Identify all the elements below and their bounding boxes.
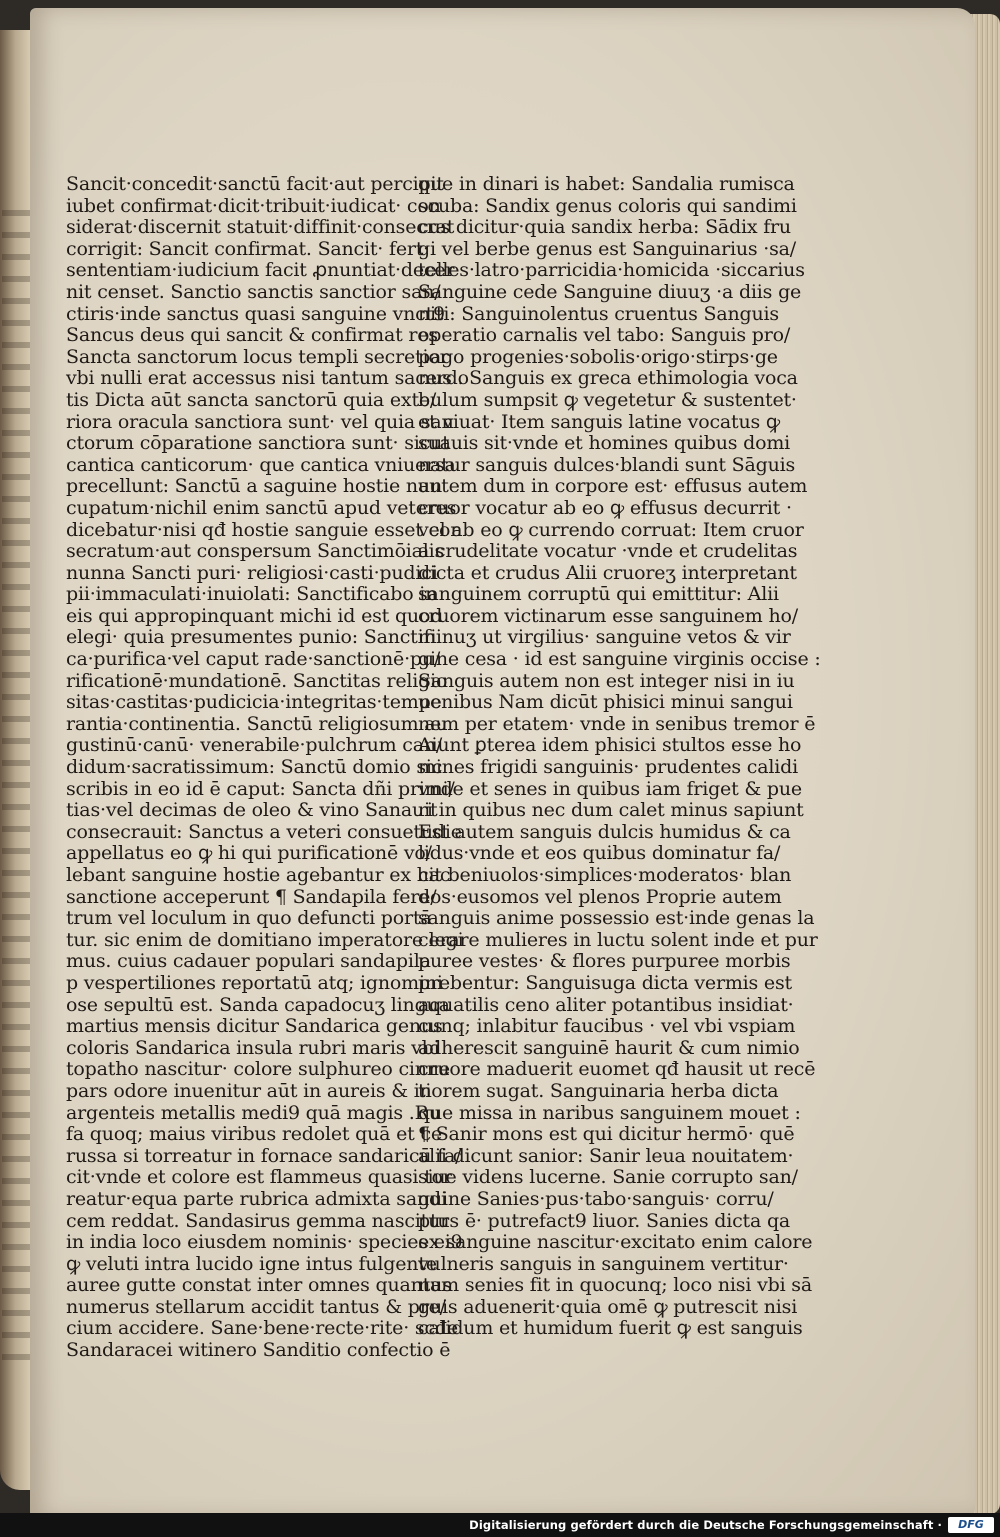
text-line: nunna Sancti puri· religiosi·casti·pudici [66, 561, 438, 584]
text-line: scuba: Sandix genus coloris qui sandimi [418, 194, 797, 217]
text-line: natur sanguis dulces·blandi sunt Sāguis [418, 453, 796, 476]
text-line: precellunt: Sanctū a saguine hostie nun [66, 475, 442, 498]
text-line: cerare mulieres in luctu solent inde et pur [418, 928, 818, 951]
text-line: cantica canticorum· que cantica vniuersa [66, 453, 456, 476]
text-line: vnde et senes in quibus iam friget & pue [418, 777, 802, 800]
text-line: autem dum in corpore est· effusus autem [418, 475, 808, 498]
text-line: lebant sanguine hostie agebantur ex hac [66, 864, 451, 886]
text-line: tis Dicta aūt sancta sanctorū quia exte/ [66, 388, 437, 411]
text-line: corrigit: Sancit confirmat. Sancit· fert· [66, 237, 430, 260]
text-line: bulum sumpsit ꝙ vegetetur & sustentet· [418, 388, 797, 411]
text-line: ctiris·inde sanctus quasi sanguine vnct9 [66, 302, 445, 325]
text-line: que missa in naribus sanguinem mouet : [418, 1101, 801, 1124]
text-line: coloris Sandarica insula rubri maris vbi [66, 1036, 440, 1059]
text-line: nus . Sanguis ex greca ethimologia voca [418, 367, 798, 390]
text-line: que in dinari is habet: Sandalia rumisca [418, 173, 795, 195]
text-line: ca·purifica·vel caput rade·sanctionē·pu/ [66, 648, 441, 671]
text-line: p vespertiliones reportatū atq; ignomini [66, 971, 443, 994]
footer-bar [0, 1513, 1000, 1537]
right-text-column [418, 173, 821, 1340]
text-line: alii dicunt sanior: Sanir leua nouitatem· [418, 1144, 794, 1167]
text-line: sanguinem corruptū qui emittitur: Alii [418, 583, 779, 606]
text-line: scribis in eo id ē caput: Sancta dñi primi/ [66, 777, 455, 800]
text-line: operatio carnalis vel tabo: Sanguis pro/ [418, 324, 791, 347]
text-line: topatho nascitur· colore sulphureo cinne [66, 1058, 450, 1081]
text-line: vel ab eo ꝙ currendo corruat: Item cruor [418, 518, 804, 541]
text-line: calidum et humidum fuerit ꝙ est sanguis [418, 1317, 803, 1340]
funding-credit: Digitalisierung gefördert durch die Deutsche Forschungsgemeinschaft · [469, 1518, 942, 1532]
text-line: pars odore inuenitur aūt in aureis & in [66, 1079, 432, 1102]
text-line: nem per etatem· vnde in senibus tremor ē [418, 712, 816, 735]
text-line: iubet confirmat·dicit·tribuit·iudicat· con [66, 194, 441, 217]
text-line: Sandaracei witinero Sanditio confectio ē [66, 1339, 451, 1362]
text-line: martius mensis dicitur Sandarica genus [66, 1015, 443, 1038]
text-line: consecrauit: Sanctus a veteri consuetudie [66, 820, 462, 843]
text-line: suauis sit·vnde et homines quibus domi [418, 432, 791, 455]
text-line: dos·eusomos vel plenos Proprie autem [418, 885, 782, 908]
text-line: tur. sic enim de domitiano imperatore legi [66, 928, 464, 951]
text-line: uenibus Nam dicūt phisici minui sangui [418, 691, 793, 714]
text-line: cem reddat. Sandasirus gemma nascitur [66, 1209, 450, 1232]
text-line: rificationē·mundationē. Sanctitas religio [66, 669, 448, 692]
text-line: siderat·discernit statuit·diffinit·consecrat [66, 216, 455, 239]
text-line: guine Sanies·pus·tabo·sanguis· corru/ [418, 1187, 774, 1210]
text-line: ex sanguine nascitur·excitato enim calore [418, 1231, 813, 1254]
text-line: cunq; inlabitur faucibus · vel vbi vspiam [418, 1015, 796, 1038]
text-line: niti: Sanguinolentus cruentus Sanguis [418, 302, 779, 325]
left-text-column [66, 173, 469, 1362]
text-line: cus dicitur·quia sandix herba: Sādix fru [418, 216, 791, 239]
text-line: Sanguis autem non est integer nisi in iu [418, 669, 795, 692]
text-line: lidus·vnde et eos quibus dominatur fa/ [418, 842, 781, 865]
text-line: dicebatur·nisi qđ hostie sanguie esset con [66, 518, 463, 541]
text-line: tias·vel decimas de oleo & vino Sanauit [66, 799, 438, 822]
text-line: ptus ē· putrefact9 liuor. Sanies dicta qa [418, 1209, 791, 1232]
text-line: sanguis anime possessio est·inde genas la [418, 907, 815, 930]
text-line: mus. cuius cadauer populari sandapila [66, 950, 431, 973]
text-line: et viuat· Item sanguis latine vocatus ꝙ [418, 410, 780, 433]
text-line: Est autem sanguis dulcis humidus & ca [418, 820, 791, 843]
text-line: ri in quibus nec dum calet minus sapiunt [418, 799, 804, 822]
text-line: eis qui appropinquant michi id est quod [66, 604, 443, 627]
text-line: russa si torreatur in fornace sandaricū fa/ [66, 1144, 462, 1167]
text-line: puree vestes· & flores purpuree morbis [418, 950, 791, 973]
text-line: gustinū·canū· venerabile·pulchrum can/ [66, 734, 443, 757]
text-line: argenteis metallis medi9 quā magis .Ru [66, 1101, 441, 1124]
text-line: nit censet. Sanctio sanctis sanctior san/ [66, 280, 441, 303]
text-line: ose sepultū est. Sanda capadocuʒ lingua [66, 993, 450, 1016]
text-line: elegi· quia presumentes punio: Sanctifi [66, 626, 437, 649]
text-line: minuʒ ut virgilius· sanguine vetos & vir [418, 626, 791, 649]
text-line: Sanguine cede Sanguine diuuʒ ·a diis ge [418, 280, 802, 303]
text-line: sententiam·iudicium facit ꝓnuntiat·decer [66, 259, 455, 282]
text-line: Aiunt ꝑterea idem phisici stultos esse ho [418, 734, 802, 757]
text-line: prebentur: Sanguisuga dicta vermis est [418, 971, 792, 994]
text-line: aquatilis ceno aliter potantibus insidiat· [418, 993, 794, 1016]
text-line: cium accidere. Sane·bene·recte·rite· scđe [66, 1317, 458, 1340]
text-line: pago progenies·sobolis·origo·stirps·ge [418, 345, 778, 368]
text-line: Sancus deus qui sancit & confirmat res [66, 324, 438, 347]
text-line: reatur·equa parte rubrica admixta sandi [66, 1187, 447, 1210]
text-line: nam senies fit in quocunq; loco nisi vbi sā [418, 1274, 812, 1297]
text-line: mines frigidi sanguinis· prudentes calidi [418, 756, 798, 779]
text-line: trum vel loculum in quo defuncti portā [66, 907, 432, 930]
text-line: guis aduenerit·quia omē ꝙ putrescit nisi [418, 1295, 798, 1318]
text-line: appellatus eo ꝙ hi qui purificationē vo/ [66, 842, 432, 865]
text-line: fa quoq; maius viribus redolet quā et ce [66, 1123, 442, 1146]
text-line: sitas·castitas·pudicicia·integritas·tempe [66, 691, 442, 714]
text-line: gi vel berbe genus est Sanguinarius ·sa/ [418, 237, 796, 260]
text-line: cupatum·nichil enim sanctū apud veteres [66, 496, 457, 519]
text-line: didum·sacratissimum: Sanctū domio sic [66, 756, 443, 779]
text-line: in india loco eiusdem nominis· species ei9 [66, 1231, 463, 1254]
text-line: auree gutte constat inter omnes quantus [66, 1274, 452, 1297]
text-line: cit·vnde et colore est flammeus quasi tor [66, 1166, 452, 1189]
text-line: cruorem victinarum esse sanguinem ho/ [418, 604, 798, 627]
text-line: Sancta sanctorum locus templi secretior [66, 345, 449, 368]
text-line: tiorem sugat. Sanguinaria herba dicta [418, 1079, 779, 1102]
text-line: secratum·aut conspersum Sanctimōialis [66, 540, 445, 563]
text-line: cruor vocatur ab eo ꝙ effusus decurrit · [418, 496, 792, 519]
text-line: vbi nulli erat accessus nisi tantum sacerdo [66, 367, 469, 390]
dfg-logo[interactable]: DFG [948, 1517, 994, 1533]
text-line: ¶ Sanir mons est qui dicitur hermō· quē [418, 1123, 795, 1146]
text-line: Sancit·concedit·sanctū facit·aut percipit [66, 173, 444, 195]
text-line: vulneris sanguis in sanguinem vertitur· [418, 1252, 789, 1275]
text-line: dicta et crudus Alii cruoreʒ interpretant [418, 561, 797, 584]
text-line: numerus stellarum accidit tantus & pre/ [66, 1295, 446, 1318]
text-line: adherescit sanguinē haurit & cum nimio [418, 1036, 800, 1059]
text-line: rantia·continentia. Sanctū religiosum au [66, 712, 448, 735]
text-line: cruore maduerit euomet qđ hausit ut recē [418, 1058, 816, 1081]
text-line: riora oracula sanctiora sunt· vel quia san [66, 410, 454, 433]
text-line: ctorum cōparatione sanctiora sunt· sicut [66, 432, 450, 455]
text-line: telles·latro·parricidia·homicida ·siccarius [418, 259, 805, 282]
text-line: pii·immaculati·inuiolati: Sanctificabo in [66, 583, 438, 606]
text-line: sanctione acceperunt ¶ Sandapila fere/ [66, 885, 437, 908]
text-line: gine cesa · id est sanguine virginis occise : [418, 648, 821, 671]
text-line: siue videns lucerne. Sanie corrupto san/ [418, 1166, 798, 1189]
text-line: a crudelitate vocatur ·vnde et crudelitas [418, 540, 798, 563]
text-line: ꝙ veluti intra lucido igne intus fulgente [66, 1252, 437, 1275]
text-line: cit beniuolos·simplices·moderatos· blan [418, 864, 792, 886]
